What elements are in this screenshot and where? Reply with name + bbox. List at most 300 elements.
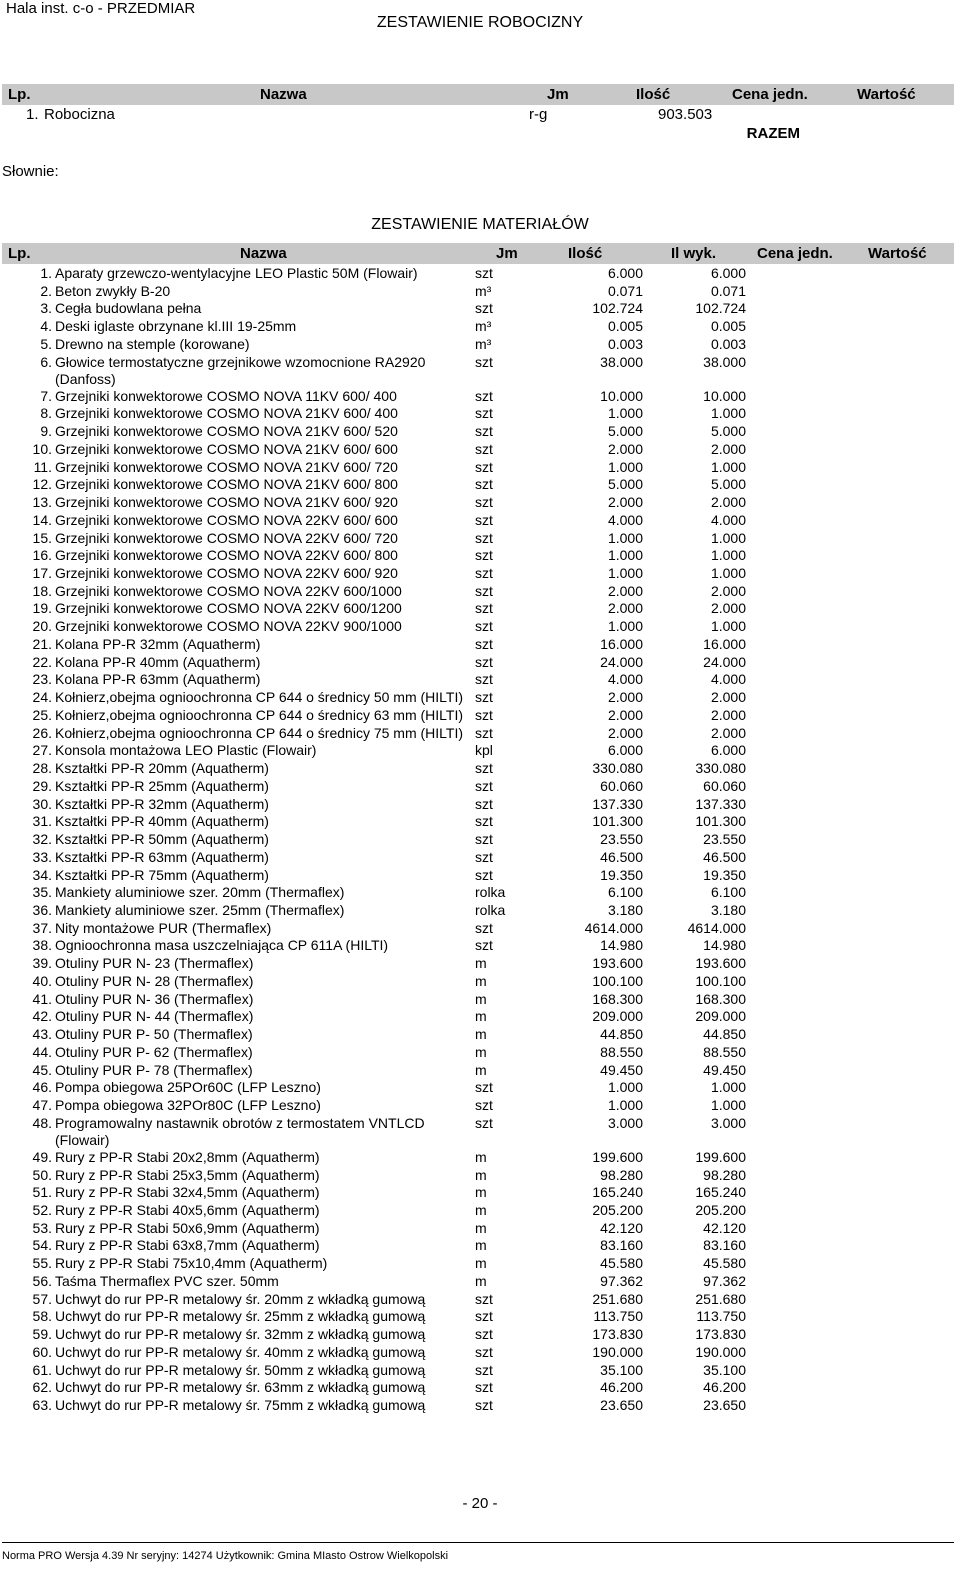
row-nazwa: Ognioochronna masa uszczelniająca CP 611A (HILTI) [55, 937, 389, 954]
row-nazwa: Rury z PP-R Stabi 75x10,4mm (Aquatherm) [55, 1255, 328, 1272]
table-row [2, 760, 954, 778]
table-row [2, 884, 954, 902]
row-ilosc: 113.750 [593, 1308, 643, 1325]
row-lp: 24. [32, 689, 52, 706]
row-cena [746, 884, 844, 902]
row-ilosc: 46.200 [600, 1379, 643, 1396]
row-lp: 18. [32, 582, 52, 599]
table-row [2, 671, 954, 689]
row-wartosc [844, 725, 954, 743]
row-jm: szt [475, 1308, 493, 1325]
table-row [2, 902, 954, 920]
row-ilosc: 330.080 [592, 760, 643, 777]
row-cena [746, 760, 844, 778]
table-row [2, 1397, 954, 1415]
table-row [2, 405, 954, 423]
row-lp: 59. [32, 1326, 52, 1343]
row-nazwa: Grzejniki konwektorowe COSMO NOVA 21KV 600/ 800 [55, 476, 398, 493]
row-lp: 2. [40, 282, 52, 299]
row-wartosc [844, 1255, 954, 1273]
row-wartosc [844, 476, 954, 494]
row-ilosc: 46.500 [600, 848, 643, 865]
table-row [2, 920, 954, 938]
table-row [2, 1008, 954, 1026]
row-ilosc: 2.000 [607, 600, 643, 617]
razem-label: RAZEM [746, 125, 800, 142]
row-jm: szt [475, 689, 493, 706]
row-lp: 22. [32, 653, 52, 670]
row-il-wyk: 44.850 [703, 1026, 746, 1043]
row-cena [746, 1167, 844, 1185]
row-il-wyk: 251.680 [695, 1290, 746, 1307]
row-cena [746, 1062, 844, 1080]
row-jm: szt [475, 582, 493, 599]
row-lp: 17. [32, 565, 52, 582]
row-nazwa: Aparaty grzewczo-wentylacyjne LEO Plastic 50M (Flowair) [55, 265, 418, 281]
row-lp: 34. [32, 866, 52, 883]
row-lp: 30. [32, 795, 52, 812]
row-il-wyk: 14.980 [703, 937, 746, 954]
row-jm: szt [475, 919, 493, 936]
row-lp: 11. [33, 458, 52, 475]
row-wartosc [844, 1308, 954, 1326]
row-jm: m [475, 990, 487, 1007]
row-il-wyk: 1.000 [710, 1097, 746, 1114]
table-row [2, 778, 954, 796]
row-il-wyk: 16.000 [703, 635, 746, 652]
row-lp: 47. [32, 1097, 52, 1114]
row-nazwa: Robocizna [44, 106, 115, 123]
row-il-wyk: 6.100 [710, 884, 746, 901]
row-il-wyk: 113.750 [696, 1308, 746, 1325]
row-nazwa: Grzejniki konwektorowe COSMO NOVA 21KV 600/ 600 [55, 440, 398, 457]
row-ilosc: 2.000 [607, 440, 643, 457]
row-ilosc: 2.000 [607, 494, 643, 511]
row-nazwa: Otuliny PUR P- 50 (Thermaflex) [55, 1026, 253, 1043]
row-lp: 33. [32, 848, 52, 865]
row-lp: 13. [32, 494, 52, 511]
row-ilosc: 45.580 [600, 1255, 643, 1272]
row-il-wyk: 2.000 [710, 600, 746, 617]
row-nazwa: Grzejniki konwektorowe COSMO NOVA 22KV 600/ 800 [55, 547, 398, 564]
row-jm: rolka [475, 884, 506, 901]
row-jm: szt [475, 511, 493, 528]
row-il-wyk: 23.550 [703, 831, 746, 848]
row-nazwa: Uchwyt do rur PP-R metalowy śr. 75mm z wkładką gumową [55, 1397, 426, 1414]
row-wartosc [844, 441, 954, 459]
row-cena [746, 654, 844, 672]
row-ilosc: 102.724 [592, 300, 643, 317]
row-nazwa: Otuliny PUR N- 28 (Thermaflex) [55, 972, 254, 989]
row-jm: szt [475, 1326, 493, 1343]
table-row [2, 689, 954, 707]
header-il-wyk: Il wyk. [671, 245, 717, 262]
table-row [2, 742, 954, 760]
row-jm: szt [475, 1379, 493, 1396]
row-lp: 27. [32, 742, 52, 759]
row-cena [746, 902, 844, 920]
row-jm: szt [475, 1114, 493, 1131]
row-cena [746, 1237, 844, 1255]
row-nazwa: Uchwyt do rur PP-R metalowy śr. 25mm z wkładką gumową [55, 1308, 426, 1325]
row-ilosc: 209.000 [592, 1008, 643, 1025]
table-row [2, 530, 954, 548]
row-nazwa: Kołnierz,obejma ognioochronna CP 644 o średnicy 63 mm (HILTI) [55, 706, 464, 723]
row-cena [746, 1308, 844, 1326]
header-wartosc: Wartość [868, 245, 927, 262]
row-wartosc [844, 547, 954, 565]
row-ilosc: 83.160 [600, 1237, 643, 1254]
row-il-wyk: 1.000 [710, 565, 746, 582]
header-nazwa: Nazwa [260, 86, 307, 103]
table-row [2, 849, 954, 867]
row-wartosc [844, 512, 954, 530]
row-wartosc [844, 796, 954, 814]
row-cena [746, 742, 844, 760]
materialy-table [2, 265, 954, 1415]
row-cena [746, 1379, 844, 1397]
row-cena [746, 336, 844, 354]
row-nazwa: Kołnierz,obejma ognioochronna CP 644 o średnicy 50 mm (HILTI) [55, 689, 464, 706]
row-wartosc [844, 1079, 954, 1097]
row-cena [746, 1344, 844, 1362]
row-wartosc [844, 1062, 954, 1080]
row-nazwa: Kształtki PP-R 25mm (Aquatherm) [55, 777, 269, 794]
table-row [2, 1362, 954, 1380]
row-lp: 58. [32, 1308, 52, 1325]
row-wartosc [844, 530, 954, 548]
row-wartosc [844, 902, 954, 920]
row-cena [746, 973, 844, 991]
row-ilosc: 23.650 [600, 1397, 643, 1414]
row-wartosc [844, 283, 954, 301]
row-ilosc: 6.100 [607, 884, 643, 901]
row-lp: 44. [32, 1043, 52, 1060]
row-il-wyk: 97.362 [703, 1272, 746, 1289]
row-ilosc: 4.000 [607, 511, 643, 528]
row-wartosc [844, 565, 954, 583]
row-lp: 26. [32, 724, 52, 741]
row-ilosc: 193.600 [592, 955, 643, 972]
row-lp: 6. [40, 353, 52, 370]
row-ilosc: 190.000 [592, 1343, 643, 1360]
row-wartosc [844, 742, 954, 760]
robocizna-row [2, 106, 954, 124]
row-nazwa: Grzejniki konwektorowe COSMO NOVA 21KV 600/ 400 [55, 405, 398, 422]
row-wartosc [844, 583, 954, 601]
table-row [2, 1044, 954, 1062]
row-nazwa: Otuliny PUR N- 23 (Thermaflex) [55, 955, 254, 972]
row-il-wyk: 0.005 [710, 318, 746, 335]
row-jm: szt [475, 423, 493, 440]
row-ilosc: 168.300 [592, 990, 643, 1007]
table-row [2, 1344, 954, 1362]
row-lp: 39. [32, 955, 52, 972]
row-ilosc: 1.000 [607, 529, 643, 546]
row-ilosc: 49.450 [600, 1061, 643, 1078]
row-jm: m [475, 1237, 487, 1254]
row-cena [746, 283, 844, 301]
row-wartosc [844, 1008, 954, 1026]
header-ilosc: Ilość [636, 86, 671, 103]
row-nazwa: Grzejniki konwektorowe COSMO NOVA 22KV 600/ 920 [55, 565, 398, 582]
table-row [2, 1062, 954, 1080]
slownie-label: Słownie: [2, 163, 59, 180]
row-nazwa: Kształtki PP-R 50mm (Aquatherm) [55, 831, 269, 848]
row-wartosc [844, 388, 954, 406]
row-lp: 52. [32, 1201, 52, 1218]
row-ilosc: 3.180 [607, 901, 643, 918]
row-lp: 53. [32, 1219, 52, 1236]
row-ilosc: 1.000 [607, 618, 643, 635]
row-cena [746, 318, 844, 336]
row-lp: 23. [32, 671, 52, 688]
row-lp: 54. [32, 1237, 52, 1254]
row-nazwa: Grzejniki konwektorowe COSMO NOVA 11KV 600/ 400 [55, 387, 397, 404]
row-wartosc [844, 423, 954, 441]
robocizna-header-row [2, 84, 954, 105]
row-cena [746, 565, 844, 583]
table-row [2, 512, 954, 530]
row-lp: 10. [32, 440, 52, 457]
row-wartosc [844, 1097, 954, 1115]
row-cena [746, 920, 844, 938]
row-ilosc: 88.550 [600, 1043, 643, 1060]
row-cena [746, 849, 844, 867]
row-wartosc [844, 1379, 954, 1397]
header-cena: Cena jedn. [757, 245, 833, 262]
table-row [2, 618, 954, 636]
table-row [2, 991, 954, 1009]
row-wartosc [844, 707, 954, 725]
row-wartosc [844, 336, 954, 354]
row-cena [746, 388, 844, 406]
row-il-wyk: 46.200 [703, 1379, 746, 1396]
row-nazwa: Rury z PP-R Stabi 63x8,7mm (Aquatherm) [55, 1237, 320, 1254]
row-ilosc: 2.000 [607, 706, 643, 723]
row-nazwa: Nity montażowe PUR (Thermaflex) [55, 919, 272, 936]
row-lp: 32. [32, 831, 52, 848]
row-wartosc [844, 955, 954, 973]
row-jm: szt [475, 618, 493, 635]
row-ilosc: 903.503 [658, 106, 713, 123]
row-cena [746, 423, 844, 441]
row-cena [746, 1149, 844, 1167]
row-nazwa: Otuliny PUR N- 44 (Thermaflex) [55, 1008, 254, 1025]
row-lp: 41. [32, 990, 52, 1007]
row-cena [746, 441, 844, 459]
row-jm: m³ [475, 335, 492, 352]
table-row [2, 1184, 954, 1202]
row-ilosc: 5.000 [607, 476, 643, 493]
row-ilosc: 0.003 [607, 335, 643, 352]
row-wartosc [844, 1220, 954, 1238]
row-jm: szt [475, 1079, 493, 1096]
row-il-wyk: 101.300 [695, 813, 746, 830]
table-row [2, 813, 954, 831]
row-il-wyk: 190.000 [695, 1343, 746, 1360]
row-jm: szt [475, 777, 493, 794]
row-lp: 31. [32, 813, 52, 830]
row-il-wyk: 330.080 [695, 760, 746, 777]
row-wartosc [844, 1291, 954, 1309]
row-ilosc: 44.850 [600, 1026, 643, 1043]
row-jm: rolka [475, 901, 506, 918]
row-wartosc [844, 654, 954, 672]
row-cena [746, 778, 844, 796]
row-lp: 16. [32, 547, 52, 564]
row-il-wyk: 6.000 [710, 742, 746, 759]
row-lp: 19. [32, 600, 52, 617]
row-ilosc: 4.000 [607, 671, 643, 688]
row-nazwa: Głowice termostatyczne grzejnikowe wzomocnione RA2920 (Danfoss) [55, 353, 426, 387]
row-jm: szt [475, 300, 493, 317]
row-lp: 49. [32, 1148, 52, 1165]
materialy-header-row [2, 243, 954, 264]
table-row [2, 565, 954, 583]
row-ilosc: 0.071 [607, 282, 643, 299]
row-nazwa: Kształtki PP-R 40mm (Aquatherm) [55, 813, 269, 830]
row-il-wyk: 0.071 [710, 282, 746, 299]
row-nazwa: Rury z PP-R Stabi 32x4,5mm (Aquatherm) [55, 1184, 320, 1201]
row-jm: szt [475, 1397, 493, 1414]
row-wartosc [844, 1237, 954, 1255]
row-ilosc: 101.300 [592, 813, 643, 830]
row-il-wyk: 199.600 [695, 1148, 746, 1165]
row-il-wyk: 19.350 [703, 866, 746, 883]
row-cena [746, 600, 844, 618]
table-row [2, 867, 954, 885]
row-ilosc: 1.000 [607, 1097, 643, 1114]
row-wartosc [844, 973, 954, 991]
row-wartosc [844, 1273, 954, 1291]
table-row [2, 547, 954, 565]
row-cena [746, 1097, 844, 1115]
row-cena [746, 1220, 844, 1238]
row-lp: 48. [32, 1114, 52, 1131]
table-row [2, 1308, 954, 1326]
row-nazwa: Kolana PP-R 40mm (Aquatherm) [55, 653, 261, 670]
row-jm: szt [475, 440, 493, 457]
row-jm: szt [475, 405, 493, 422]
row-jm: szt [475, 494, 493, 511]
row-cena [746, 725, 844, 743]
row-jm: szt [475, 760, 493, 777]
row-wartosc [844, 849, 954, 867]
row-lp: 60. [32, 1343, 52, 1360]
table-row [2, 1326, 954, 1344]
row-ilosc: 24.000 [600, 653, 643, 670]
row-nazwa: Taśma Thermaflex PVC szer. 50mm [55, 1272, 279, 1289]
row-il-wyk: 137.330 [695, 795, 746, 812]
row-nazwa: Deski iglaste obrzynane kl.III 19-25mm [55, 318, 297, 335]
table-row [2, 636, 954, 654]
row-il-wyk: 2.000 [710, 440, 746, 457]
table-row [2, 318, 954, 336]
row-cena [746, 636, 844, 654]
row-jm: m [475, 955, 487, 972]
row-cena [746, 405, 844, 423]
row-lp: 40. [32, 972, 52, 989]
row-il-wyk: 173.830 [695, 1326, 746, 1343]
row-jm: m [475, 1184, 487, 1201]
row-lp: 45. [32, 1061, 52, 1078]
row-lp: 63. [32, 1397, 52, 1414]
row-il-wyk: 165.240 [695, 1184, 746, 1201]
row-nazwa: Grzejniki konwektorowe COSMO NOVA 22KV 600/1000 [55, 582, 402, 599]
table-row [2, 1026, 954, 1044]
row-lp: 57. [32, 1290, 52, 1307]
row-il-wyk: 88.550 [703, 1043, 746, 1060]
row-ilosc: 199.600 [592, 1148, 643, 1165]
row-lp: 14. [32, 511, 52, 528]
row-lp: 3. [40, 300, 52, 317]
table-row [2, 1291, 954, 1309]
row-wartosc [844, 1202, 954, 1220]
table-row [2, 459, 954, 477]
row-cena [746, 1008, 844, 1026]
row-il-wyk: 2.000 [710, 706, 746, 723]
row-lp: 35. [32, 884, 52, 901]
table-row [2, 600, 954, 618]
row-jm: szt [475, 265, 493, 281]
row-jm: szt [475, 831, 493, 848]
row-nazwa: Kształtki PP-R 32mm (Aquatherm) [55, 795, 269, 812]
row-jm: szt [475, 1361, 493, 1378]
row-nazwa: Mankiety aluminiowe szer. 25mm (Thermaflex) [55, 901, 345, 918]
row-cena [746, 1397, 844, 1415]
row-wartosc [844, 920, 954, 938]
row-ilosc: 35.100 [600, 1361, 643, 1378]
row-cena [746, 1044, 844, 1062]
header-ilosc: Ilość [568, 245, 603, 262]
row-ilosc: 2.000 [607, 724, 643, 741]
row-cena [746, 796, 844, 814]
row-il-wyk: 42.120 [703, 1219, 746, 1236]
row-jm: szt [475, 353, 493, 370]
row-lp: 7. [40, 387, 52, 404]
row-nazwa: Pompa obiegowa 32POr80C (LFP Leszno) [55, 1097, 321, 1114]
table-row [2, 1202, 954, 1220]
row-lp: 15. [32, 529, 52, 546]
table-row [2, 441, 954, 459]
table-row [2, 388, 954, 406]
row-nazwa: Grzejniki konwektorowe COSMO NOVA 22KV 600/1200 [55, 600, 402, 617]
row-cena [746, 1362, 844, 1380]
header-lp: Lp. [8, 245, 31, 262]
table-row [2, 354, 954, 388]
row-wartosc [844, 1326, 954, 1344]
row-lp: 51. [32, 1184, 52, 1201]
row-cena [746, 1326, 844, 1344]
row-nazwa: Pompa obiegowa 25POr60C (LFP Leszno) [55, 1079, 321, 1096]
row-lp: 5. [40, 335, 52, 352]
row-nazwa: Grzejniki konwektorowe COSMO NOVA 22KV 600/ 600 [55, 511, 398, 528]
row-il-wyk: 1.000 [710, 1079, 746, 1096]
row-wartosc [844, 689, 954, 707]
row-jm: m [475, 1219, 487, 1236]
table-row [2, 336, 954, 354]
table-row [2, 1097, 954, 1115]
row-cena [746, 867, 844, 885]
row-jm: szt [475, 529, 493, 546]
row-jm: r-g [529, 106, 548, 123]
row-ilosc: 1.000 [607, 1079, 643, 1096]
header-jm: Jm [496, 245, 518, 262]
row-ilosc: 100.100 [592, 972, 643, 989]
row-wartosc [844, 354, 954, 388]
row-jm: szt [475, 1097, 493, 1114]
